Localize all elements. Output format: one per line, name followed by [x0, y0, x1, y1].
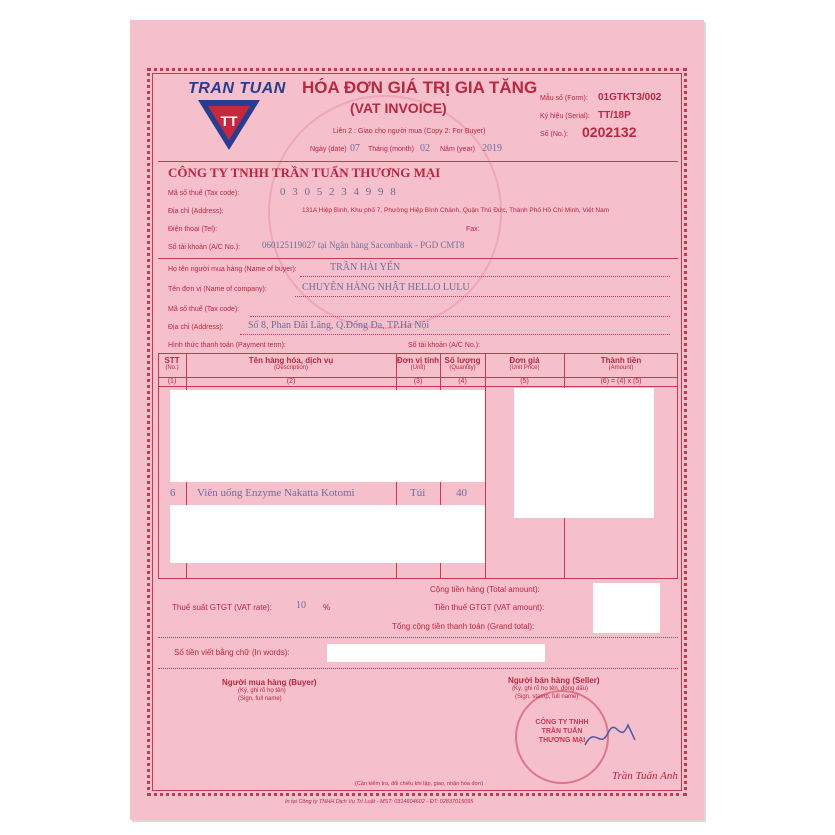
buyer-company-label: Tên đơn vị (Name of company): — [168, 286, 267, 293]
payment-label: Hình thức thanh toán (Payment term): — [168, 342, 286, 349]
form-label: Mẫu số (Form): — [540, 95, 588, 102]
redacted-block — [170, 390, 485, 482]
seller-signature: Trần Tuấn Anh — [612, 770, 678, 782]
vat-rate-label: Thuế suất GTGT (VAT rate): — [172, 603, 272, 612]
row-description: Viên uống Enzyme Nakatta Kotomi — [197, 487, 355, 499]
table-header-divider — [158, 386, 678, 387]
footer-printer: In tại Công ty TNHH Dịch Vụ Trí Luật - MST: 0314604602 - ĐT: 02837015095 — [285, 799, 474, 805]
buyer-address-label: Địa chỉ (Address): — [168, 324, 224, 331]
month-label: Tháng (month) — [368, 146, 414, 153]
date-year: 2019 — [482, 143, 502, 154]
logo-triangle-icon — [198, 100, 260, 150]
grand-total-label: Tổng cộng tiền thanh toán (Grand total): — [392, 622, 535, 631]
total-label: Cộng tiền hàng (Total amount): — [430, 585, 540, 594]
seller-account-label: Số tài khoản (A/C No.): — [168, 244, 240, 251]
col-num-1: (1) — [167, 378, 177, 385]
signature-scribble-icon — [580, 715, 640, 755]
vat-amount-label: Tiền thuế GTGT (VAT amount): — [434, 603, 545, 612]
divider — [158, 161, 678, 162]
date-month: 02 — [420, 143, 430, 154]
company-stamp: CÔNG TY TNHH TRẦN TUẤN THƯƠNG MẠI — [515, 690, 609, 784]
words-label: Số tiền viết bằng chữ (In words): — [174, 648, 290, 657]
header-quantity: Số lượng (Quantity) — [444, 356, 481, 371]
row-quantity: 40 — [456, 487, 467, 499]
number-value: 0202132 — [582, 124, 637, 140]
dotted-line — [240, 334, 670, 335]
buyer-name: TRẦN HẢI YẾN — [330, 262, 401, 273]
divider — [158, 258, 678, 259]
seller-account: 060125119027 tại Ngân hàng Sacombank - PGD CMT8 — [262, 240, 465, 250]
header-description: Tên hàng hóa, dịch vụ (Description) — [248, 356, 334, 371]
header-no: STT (No.) — [164, 356, 180, 371]
buyer-company: CHUYÊN HÀNG NHẬT HELLO LULU — [302, 282, 470, 293]
date-day: 07 — [350, 143, 360, 154]
redacted-block — [514, 388, 654, 518]
col-num-4: (4) — [458, 378, 467, 385]
seller-address-label: Địa chỉ (Address): — [168, 208, 224, 215]
year-label: Năm (year) — [440, 146, 476, 153]
date-label: Ngày (date) — [310, 146, 347, 153]
row-unit: Túi — [410, 487, 426, 499]
buyer-sign-title: Người mua hàng (Buyer) — [222, 678, 317, 687]
header-unit: Đơn vị tính (Unit) — [396, 356, 440, 371]
dotted-line — [300, 276, 670, 277]
col-num-2: (2) — [286, 378, 296, 385]
dotted-line — [295, 296, 670, 297]
header-amount: Thành tiền (Amount) — [600, 356, 642, 371]
form-value: 01GTKT3/002 — [598, 92, 662, 103]
number-label: Số (No.): — [540, 131, 569, 138]
buyer-sign-note-en: (Sign, full name) — [238, 696, 282, 702]
buyer-name-label: Họ tên người mua hàng (Name of buyer): — [168, 266, 297, 273]
buyer-account-label: Số tài khoản (A/C No.): — [408, 342, 480, 349]
seller-address: 131A Hiệp Bình, Khu phố 7, Phường Hiệp Bình Chánh, Quận Thủ Đức, Thành Phố Hồ Chí Minh, Việt Nam — [302, 207, 610, 214]
seller-tax-label: Mã số thuế (Tax code): — [168, 190, 240, 197]
col-num-3: (3) — [413, 378, 423, 385]
col-num-5: (5) — [520, 378, 529, 385]
buyer-sign-note: (Ký, ghi rõ họ tên) — [238, 688, 286, 694]
seller-fax-label: Fax: — [466, 226, 480, 233]
logo-mark: TT — [220, 113, 238, 129]
footer-note: (Cần kiểm tra, đối chiếu khi lập, giao, nhận hóa đơn) — [355, 781, 484, 787]
col-num-6: (6) = (4) x (5) — [600, 378, 642, 385]
redacted-words — [327, 644, 545, 662]
seller-tax: 0 3 0 5 2 3 4 9 9 8 — [280, 186, 398, 198]
serial-value: TT/18P — [598, 110, 631, 121]
buyer-address: Số 8, Phan Đăi Lăng, Q.Đống Đa, TP.Hà Nội — [248, 320, 430, 331]
invoice-subtitle: (VAT INVOICE) — [350, 100, 447, 116]
row-no: 6 — [170, 487, 176, 499]
invoice-title: HÓA ĐƠN GIÁ TRỊ GIA TĂNG — [302, 78, 538, 97]
seller-sign-title: Người bán hàng (Seller) — [508, 676, 600, 685]
serial-label: Ký hiệu (Serial): — [540, 113, 590, 120]
seller-sign-note: (Ký, ghi rõ họ tên, đóng dấu) — [512, 686, 589, 692]
seller-phone-label: Điện thoại (Tel): — [168, 226, 218, 233]
buyer-tax-label: Mã số thuế (Tax code): — [168, 306, 240, 313]
dotted-line — [158, 668, 678, 669]
dotted-line — [250, 316, 670, 317]
logo-text: TRAN TUAN — [188, 80, 286, 97]
redacted-total — [593, 583, 660, 633]
seller-name: CÔNG TY TNHH TRẦN TUẤN THƯƠNG MẠI — [168, 165, 441, 180]
vat-rate: 10 — [296, 600, 306, 611]
col-divider — [485, 353, 486, 579]
redacted-block — [170, 505, 485, 563]
copy-note: Liên 2 : Giao cho người mua (Copy 2: For Buyer) — [333, 128, 486, 135]
vat-percent: % — [323, 603, 331, 612]
header-unit-price: Đơn giá (Unit Price) — [509, 356, 540, 371]
dotted-line — [158, 637, 678, 638]
seller-sign-note-en: (Sign, stamp, full name) — [515, 694, 579, 700]
